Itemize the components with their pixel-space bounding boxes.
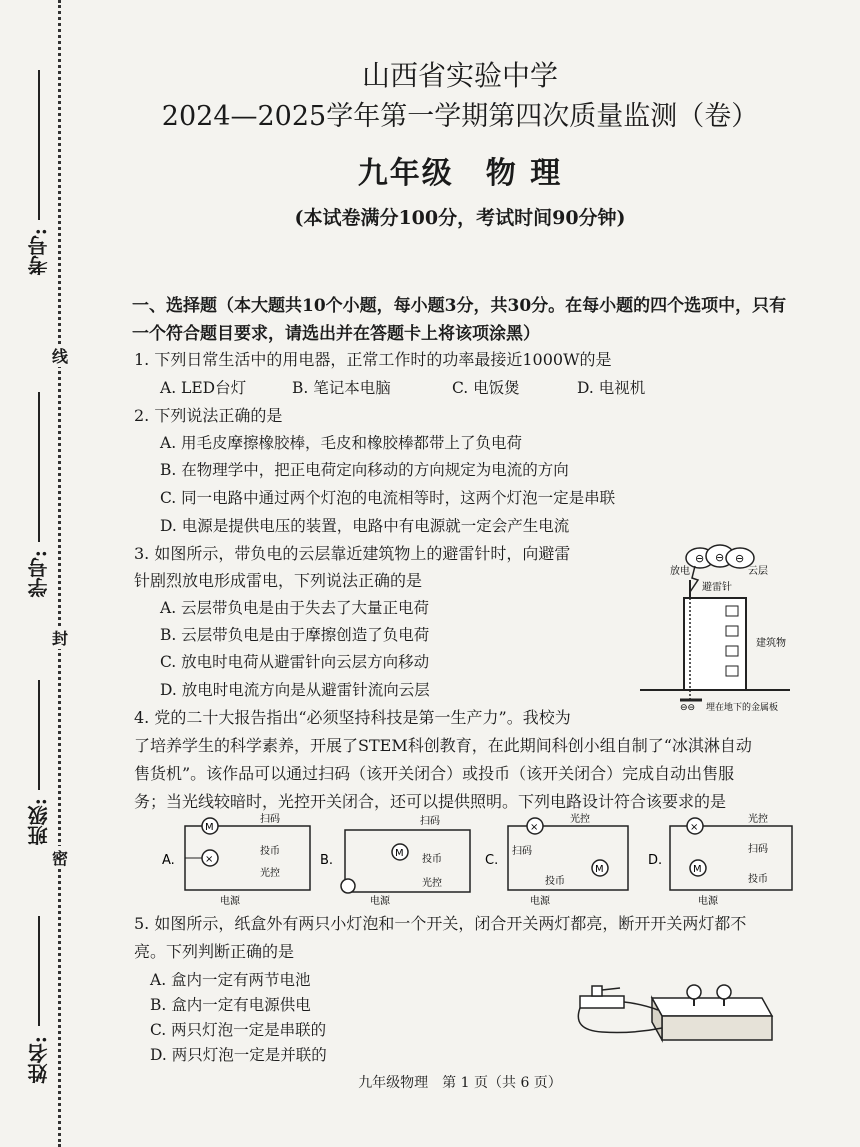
circuit-b	[320, 814, 470, 907]
q2-option-b: B. 在物理学中，把正电荷定向移动的方向规定为电流的方向	[160, 461, 569, 479]
circuit-b-label: B.	[320, 853, 334, 868]
svg-text:×: ×	[530, 822, 539, 833]
circuit-d	[648, 812, 792, 907]
svg-text:光控: 光控	[260, 868, 280, 879]
q5-option-d: D. 两只灯泡一定是并联的	[150, 1046, 327, 1064]
svg-text:M: M	[395, 848, 404, 859]
circuit-a	[162, 812, 310, 907]
q2-option-a: A. 用毛皮摩擦橡胶棒，毛皮和橡胶棒都带上了负电荷	[160, 434, 523, 452]
q3-stem-line2: 针剧烈放电形成雷电，下列说法正确的是	[134, 571, 423, 590]
circuit-c	[485, 812, 628, 907]
exam-title: 2024—2025学年第一学期第四次质量监测（卷）	[161, 101, 759, 132]
cloud-label: 云层	[748, 566, 768, 577]
q1-option-b: B. 笔记本电脑	[292, 379, 391, 397]
svg-text:⊖: ⊖	[715, 551, 725, 564]
q3-stem-line1: 3. 如图所示，带负电的云层靠近建筑物上的避雷针时，向避雷	[134, 544, 571, 563]
switch-icon	[580, 986, 624, 1008]
q5-box-figure	[572, 970, 782, 1050]
svg-text:扫码: 扫码	[748, 844, 768, 855]
q5-option-b: B. 盒内一定有电源供电	[150, 996, 311, 1014]
q1-option-a: A. LED台灯	[160, 379, 247, 397]
exam-no-label: 考号:	[27, 228, 51, 276]
svg-text:投币: 投币	[422, 854, 442, 865]
svg-text:光控: 光控	[570, 814, 590, 825]
q4-line4: 务；当光线较暗时，光控开关闭合，还可以提供照明。下列电路设计符合该要求的是	[134, 792, 727, 811]
name-underline	[38, 916, 40, 1026]
svg-text:M: M	[205, 822, 214, 833]
q5-line1: 5. 如图所示，纸盒外有两只小灯泡和一个开关，闭合开关两灯都亮，断开开关两灯都不	[134, 914, 747, 933]
section-heading: 一、选择题（本大题共10个小题，每小题3分，共30分。在每小题的四个选项中，只有一个符合题目要求，请选出并在答题卡上将该项涂黑）	[132, 296, 787, 344]
svg-text:扫码: 扫码	[260, 814, 280, 825]
q1-stem: 1. 下列日常生活中的用电器，正常工作时的功率最接近1000W的是	[134, 350, 612, 369]
svg-text:投币: 投币	[260, 846, 280, 857]
q5-line2: 亮。下列判断正确的是	[134, 942, 295, 961]
q1-option-d: D. 电视机	[577, 379, 646, 397]
lamp-icon	[341, 879, 355, 893]
plate-label: 埋在地下的金属板	[706, 703, 779, 712]
student-no-label: 学号:	[27, 550, 51, 598]
class-label: 班级:	[27, 798, 51, 846]
q3-option-a: A. 云层带负电是由于失去了大量正电荷	[160, 599, 430, 617]
class-no-underline	[38, 680, 40, 790]
subject-title: 九年级 物 理	[357, 156, 563, 191]
seal-marker: 封	[52, 626, 68, 649]
q4-circuits	[150, 812, 800, 908]
svg-text:⊖⊖: ⊖⊖	[680, 703, 696, 712]
box-top	[652, 998, 772, 1016]
svg-text:×: ×	[690, 822, 699, 833]
school-name: 山西省实验中学	[361, 59, 558, 92]
box-front	[662, 1016, 772, 1040]
secret-marker: 密	[52, 846, 68, 869]
discharge-label: 放电	[670, 566, 690, 577]
exam-note: (本试卷满分100分，考试时间90分钟)	[294, 207, 626, 229]
q2-stem: 2. 下列说法正确的是	[134, 406, 283, 425]
svg-text:电源: 电源	[698, 896, 718, 907]
svg-text:扫码: 扫码	[512, 846, 532, 857]
q4-line2: 了培养学生的科学素养，开展了STEM科创教育，在此期间科创小组自制了“冰淇淋自动	[134, 736, 752, 755]
lightning-bolt	[690, 566, 698, 592]
svg-text:电源: 电源	[220, 896, 240, 907]
svg-text:电源: 电源	[530, 896, 550, 907]
svg-text:扫码: 扫码	[420, 816, 440, 827]
q3-option-c: C. 放电时电荷从避雷针向云层方向移动	[160, 653, 430, 671]
q4-line1: 4. 党的二十大报告指出“必须坚持科技是第一生产力”。我校为	[134, 708, 571, 727]
svg-text:M: M	[595, 864, 604, 875]
q1-option-c: C. 电饭煲	[452, 379, 520, 397]
line-marker: 线	[52, 344, 68, 367]
q3-option-d: D. 放电时电流方向是从避雷针流向云层	[160, 681, 430, 699]
cloud-icon	[686, 545, 754, 568]
rod-label: 避雷针	[702, 582, 732, 593]
page-footer: 九年级物理 第 1 页（共 6 页）	[358, 1075, 562, 1091]
q4-line3: 售货机”。该作品可以通过扫码（该开关闭合）或投币（该开关闭合）完成自动出售服	[134, 764, 735, 783]
svg-text:⊖: ⊖	[695, 552, 705, 565]
svg-text:投币: 投币	[545, 876, 565, 887]
q2-option-d: D. 电源是提供电压的装置，电路中有电源就一定会产生电流	[160, 517, 570, 535]
svg-text:M: M	[693, 864, 702, 875]
svg-text:投币: 投币	[748, 874, 768, 885]
svg-text:⊖: ⊖	[735, 552, 745, 565]
svg-text:光控: 光控	[422, 878, 442, 889]
circuit-c-label: C.	[485, 853, 499, 868]
student-no-underline	[38, 392, 40, 542]
q3-lightning-figure	[640, 540, 810, 712]
svg-text:电源: 电源	[370, 896, 390, 907]
q5-option-c: C. 两只灯泡一定是串联的	[150, 1021, 327, 1039]
wire	[578, 1008, 662, 1033]
svg-text:×: ×	[205, 854, 214, 865]
building-label: 建筑物	[756, 638, 786, 649]
q2-option-c: C. 同一电路中通过两个灯泡的电流相等时，这两个灯泡一定是串联	[160, 489, 616, 507]
circuit-d-label: D.	[648, 853, 663, 868]
svg-text:光控: 光控	[748, 814, 768, 825]
circuit-a-label: A.	[162, 853, 175, 868]
q5-option-a: A. 盒内一定有两节电池	[150, 971, 311, 989]
q3-option-b: B. 云层带负电是由于摩擦创造了负电荷	[160, 626, 430, 644]
name-label: 姓名:	[27, 1036, 51, 1084]
